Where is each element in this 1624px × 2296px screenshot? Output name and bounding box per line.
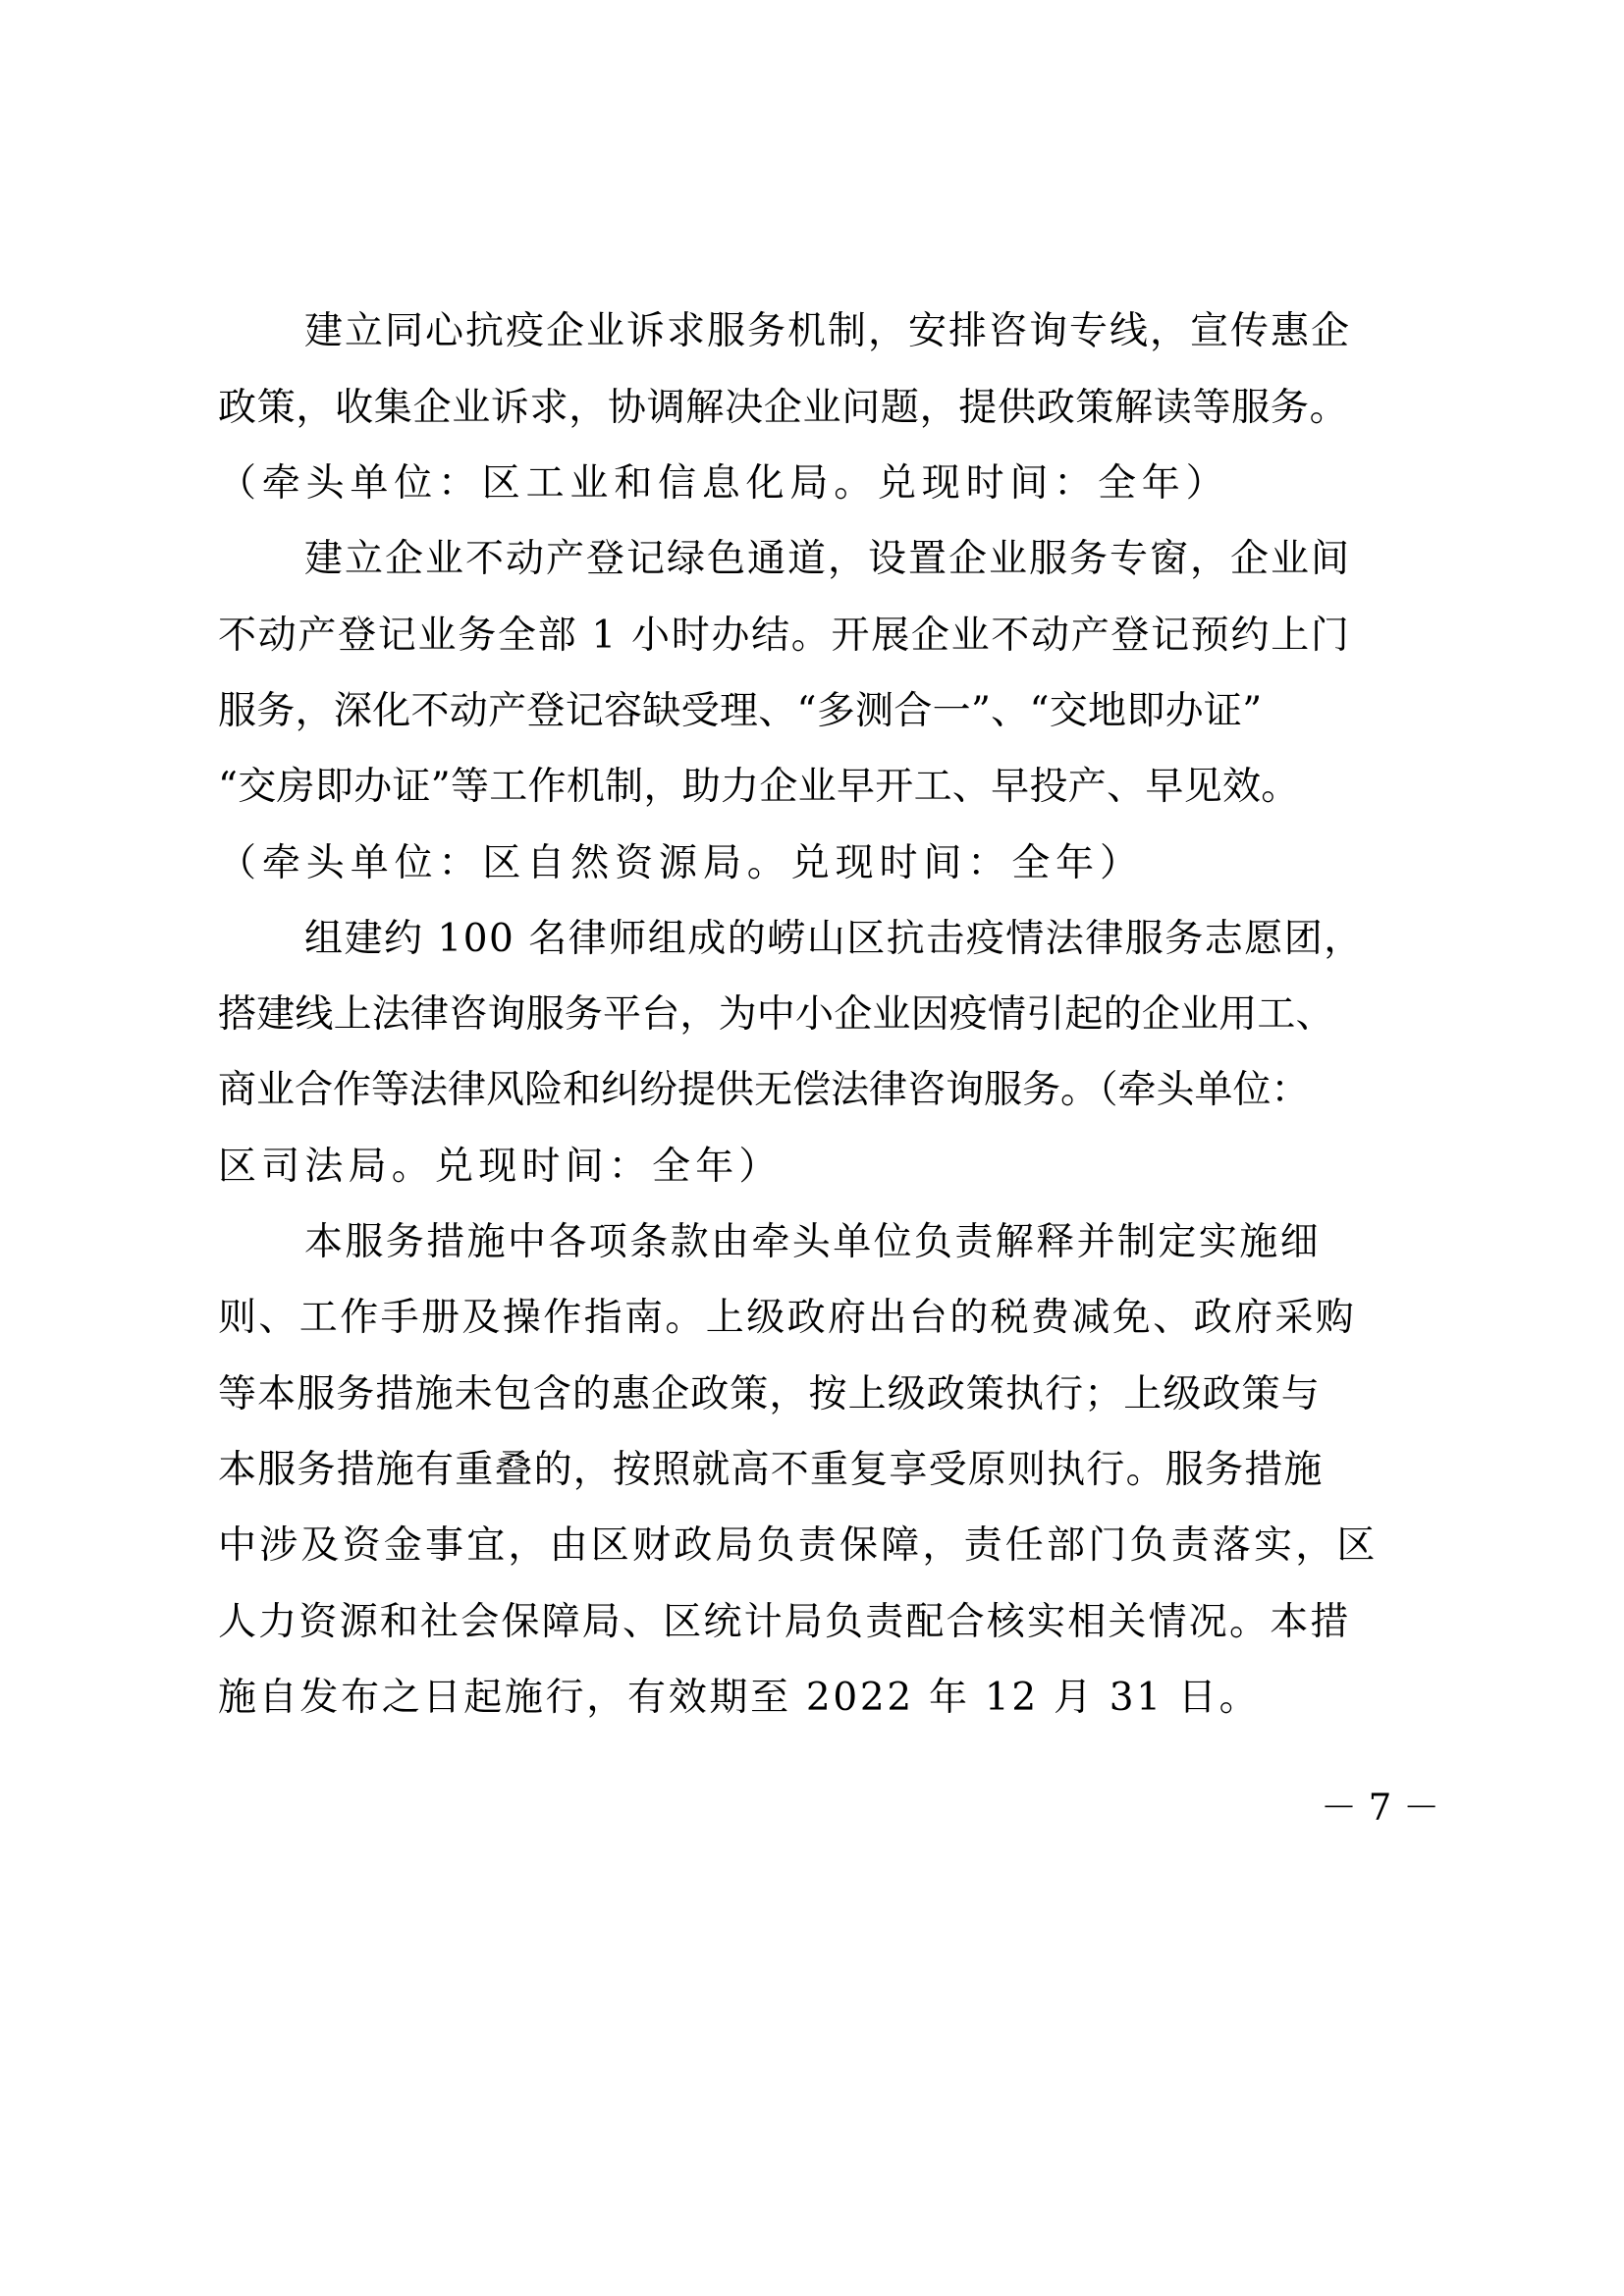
text-line: 建立同心抗疫企业诉求服务机制，安排咨询专线，宣传惠企	[304, 309, 1352, 353]
text-line: 施自发布之日起施行，有效期至 2022 年 12 月 31 日。	[218, 1676, 1261, 1720]
text-line: 等本服务措施未包含的惠企政策，按上级政策执行；上级政策与	[218, 1372, 1321, 1416]
text-line: 商业合作等法律风险和纠纷提供无偿法律咨询服务。（牵头单位：	[218, 1068, 1310, 1112]
text-line: 区司法局。兑现时间：全年）	[218, 1145, 783, 1189]
text-line: 建立企业不动产登记绿色通道，设置企业服务专窗，企业间	[304, 537, 1352, 581]
text-line: （牵头单位：区工业和信息化局。兑现时间：全年）	[218, 461, 1230, 506]
text-line: 搭建线上法律咨询服务平台，为中小企业因疫情引起的企业用工、	[218, 992, 1334, 1037]
text-line: 本服务措施中各项条款由牵头单位负责解释并制定实施细	[304, 1220, 1322, 1264]
text-line: （牵头单位：区自然资源局。兑现时间：全年）	[218, 841, 1144, 885]
text-line: 服务，深化不动产登记容缺受理、“多测合一”、“交地即办证”	[218, 689, 1263, 733]
text-line: 则、工作手册及操作指南。上级政府出台的税费减免、政府采购	[218, 1296, 1357, 1340]
text-line: 中涉及资金事宜，由区财政局负责保障，责任部门负责落实，区	[218, 1523, 1379, 1568]
text-line: 不动产登记业务全部 1 小时办结。开展企业不动产登记预约上门	[218, 614, 1351, 658]
text-line: 人力资源和社会保障局、区统计局负责配合核实相关情况。本措	[218, 1600, 1351, 1644]
text-line: 组建约 100 名律师组成的崂山区抗击疫情法律服务志愿团，	[304, 917, 1364, 961]
page-number: － 7 －	[1321, 1787, 1440, 1829]
text-line: 本服务措施有重叠的，按照就高不重复享受原则执行。服务措施	[218, 1448, 1324, 1492]
text-line: 政策，收集企业诉求，协调解决企业问题，提供政策解读等服务。	[218, 386, 1349, 430]
text-line: “交房即办证”等工作机制，助力企业早开工、早投产、早见效。	[218, 765, 1300, 809]
